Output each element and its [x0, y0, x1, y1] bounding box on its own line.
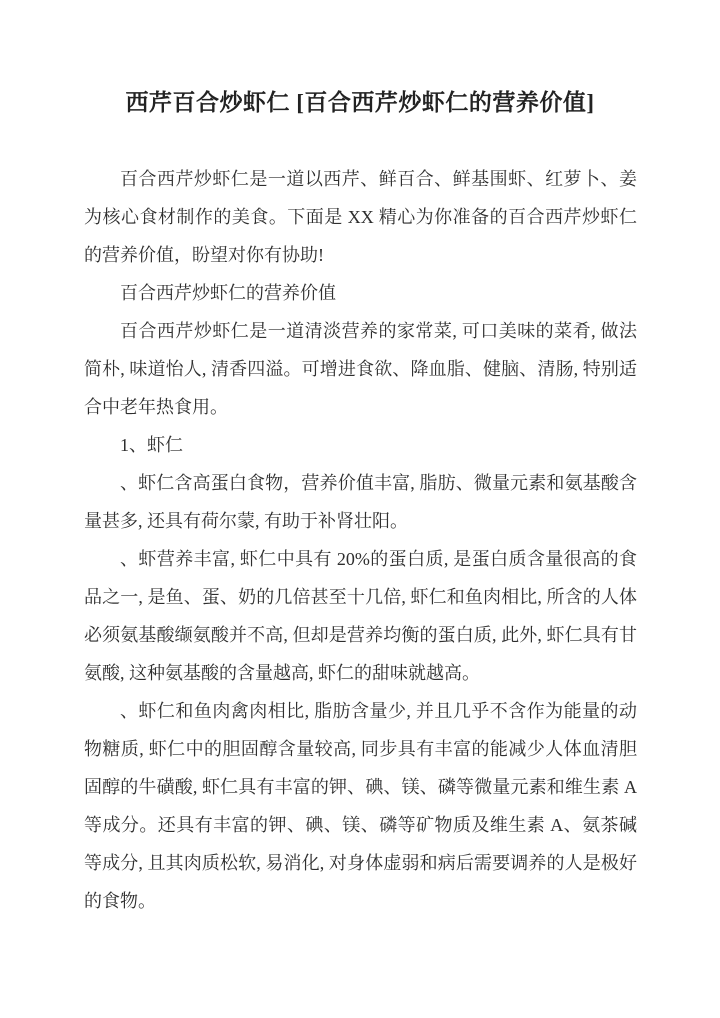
paragraph-item-heading: 1、虾仁 [120, 435, 183, 455]
document-body [84, 160, 637, 920]
paragraph-overview: 百合西芹炒虾仁是一道清淡营养的家常菜, 可口美味的菜肴, 做法简朴, 味道怡人, 清香四溢。可增进食欲、降血脂、健脑、清肠, 特别适合中老年热食用。 [84, 321, 637, 417]
document-title: 西芹百合炒虾仁 [百合西芹炒虾仁的营养价值] [125, 90, 595, 115]
paragraph-section-heading: 百合西芹炒虾仁的营养价值 [120, 283, 336, 303]
paragraph-shrimp-protein-detail: 、虾营养丰富, 虾仁中具有 20%的蛋白质, 是蛋白质含量很高的食品之一, 是鱼、蛋、奶的几倍甚至十几倍, 虾仁和鱼肉相比, 所含的人体必须氨基酸缬氨酸并不高, 但却是营养均衡的蛋白质, 此外, 虾仁具有甘氨酸, 这种氨基酸的含量越高, 虾仁的甜味就越高。 [84, 549, 637, 683]
paragraph-intro: 百合西芹炒虾仁是一道以西芹、鲜百合、鲜基围虾、红萝卜、姜为核心食材制作的美食。下面是 XX 精心为你准备的百合西芹炒虾仁的营养价值，盼望对你有协助! [84, 169, 637, 265]
paragraph-shrimp-protein-intro: 、虾仁含高蛋白食物，营养价值丰富, 脂肪、微量元素和氨基酸含量甚多, 还具有荷尔蒙, 有助于补肾壮阳。 [84, 473, 637, 531]
paragraph-shrimp-minerals: 、虾仁和鱼肉禽肉相比, 脂肪含量少, 并且几乎不含作为能量的动物糖质, 虾仁中的胆固醇含量较高, 同步具有丰富的能减少人体血清胆固醇的牛磺酸, 虾仁具有丰富的钾、碘、镁、磷等微量元素和维生素 A 等成分。还具有丰富的钾、碘、镁、磷等矿物质及维生素 A、氨茶碱等成分, 且其肉质松软, 易消化, 对身体虚弱和病后需要调养的人是极好的食物。 [84, 701, 637, 911]
